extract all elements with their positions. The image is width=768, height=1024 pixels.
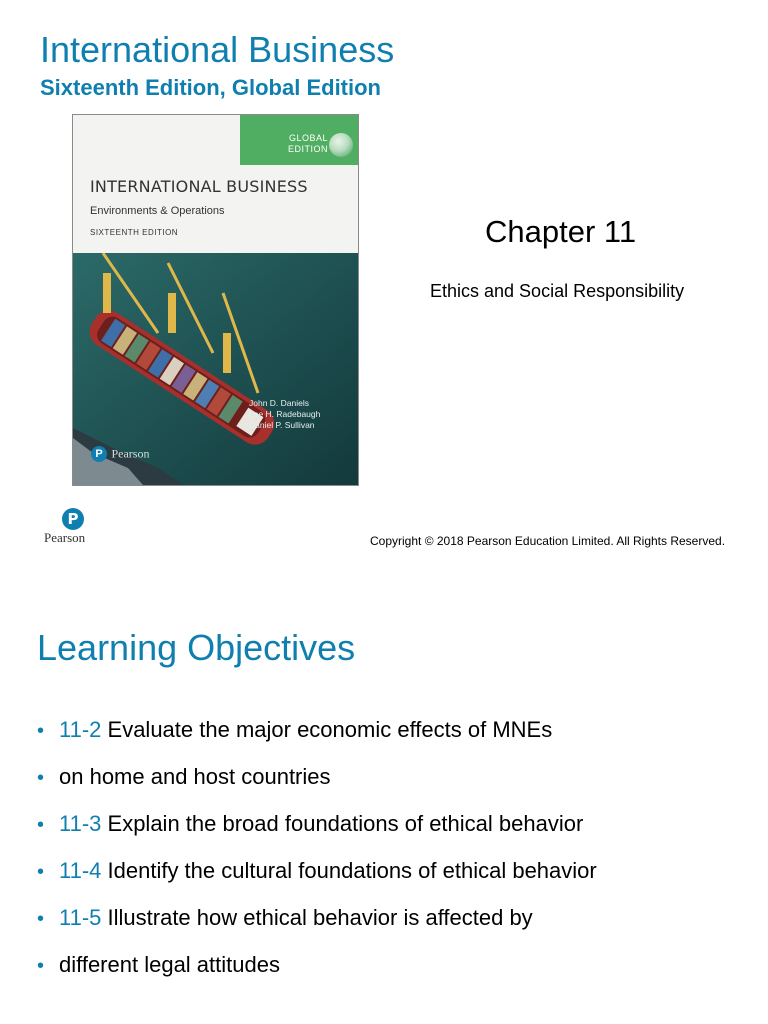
slide-title: Learning Objectives [37, 627, 356, 668]
list-item [37, 894, 597, 941]
objective-code: 11-2 [59, 717, 102, 742]
bullet-icon: • [37, 861, 45, 883]
book-cover [72, 114, 359, 486]
objective-text: Evaluate the major economic effects of MNEs [101, 717, 553, 742]
objective-text: Illustrate how ethical behavior is affected by [101, 905, 533, 930]
learning-objectives-slide [0, 576, 768, 1024]
copyright-notice: Copyright © 2018 Pearson Education Limited. All Rights Reserved. [370, 534, 726, 548]
objective-text: different legal attitudes [59, 952, 280, 977]
objective-text: Identify the cultural foundations of ethical behavior [101, 858, 597, 883]
pearson-logo [44, 508, 100, 548]
objective-text: on home and host countries [59, 764, 331, 789]
pearson-p-icon: P [91, 446, 107, 462]
chapter-title: Ethics and Social Responsibility [430, 281, 685, 301]
objective-code: 11-3 [59, 811, 102, 836]
slide-title: International Business [40, 29, 395, 70]
cover-subtitle: Environments & Operations [90, 205, 225, 217]
objective-text: Explain the broad foundations of ethical behavior [101, 811, 584, 836]
bullet-icon: • [37, 955, 45, 977]
bullet-icon: • [37, 720, 45, 742]
cover-authors: John D. Daniels Lee H. Radebaugh Daniel P. Sullivan [249, 398, 321, 430]
bullet-icon: • [37, 908, 45, 930]
list-item [37, 753, 597, 800]
pearson-p-icon: P [62, 508, 84, 530]
bullet-icon: • [37, 814, 45, 836]
list-item [37, 800, 597, 847]
cover-title: INTERNATIONAL BUSINESS [90, 177, 308, 196]
objective-code: 11-4 [59, 858, 102, 883]
list-item [37, 941, 597, 988]
bullet-icon: • [37, 767, 45, 789]
list-item [37, 847, 597, 894]
list-item [37, 706, 597, 753]
chapter-number: Chapter 11 [485, 214, 637, 249]
badge-text: GLOBAL EDITION [287, 133, 328, 154]
cover-ship-photo [73, 253, 358, 485]
slide-subtitle: Sixteenth Edition, Global Edition [40, 75, 381, 100]
cover-edition: SIXTEENTH EDITION [90, 228, 179, 237]
pearson-wordmark: Pearson [44, 530, 86, 545]
objectives-list [37, 706, 597, 988]
global-edition-badge [240, 115, 358, 165]
objective-code: 11-5 [59, 905, 102, 930]
cover-publisher-logo: P Pearson [91, 445, 149, 463]
globe-icon [329, 133, 353, 157]
